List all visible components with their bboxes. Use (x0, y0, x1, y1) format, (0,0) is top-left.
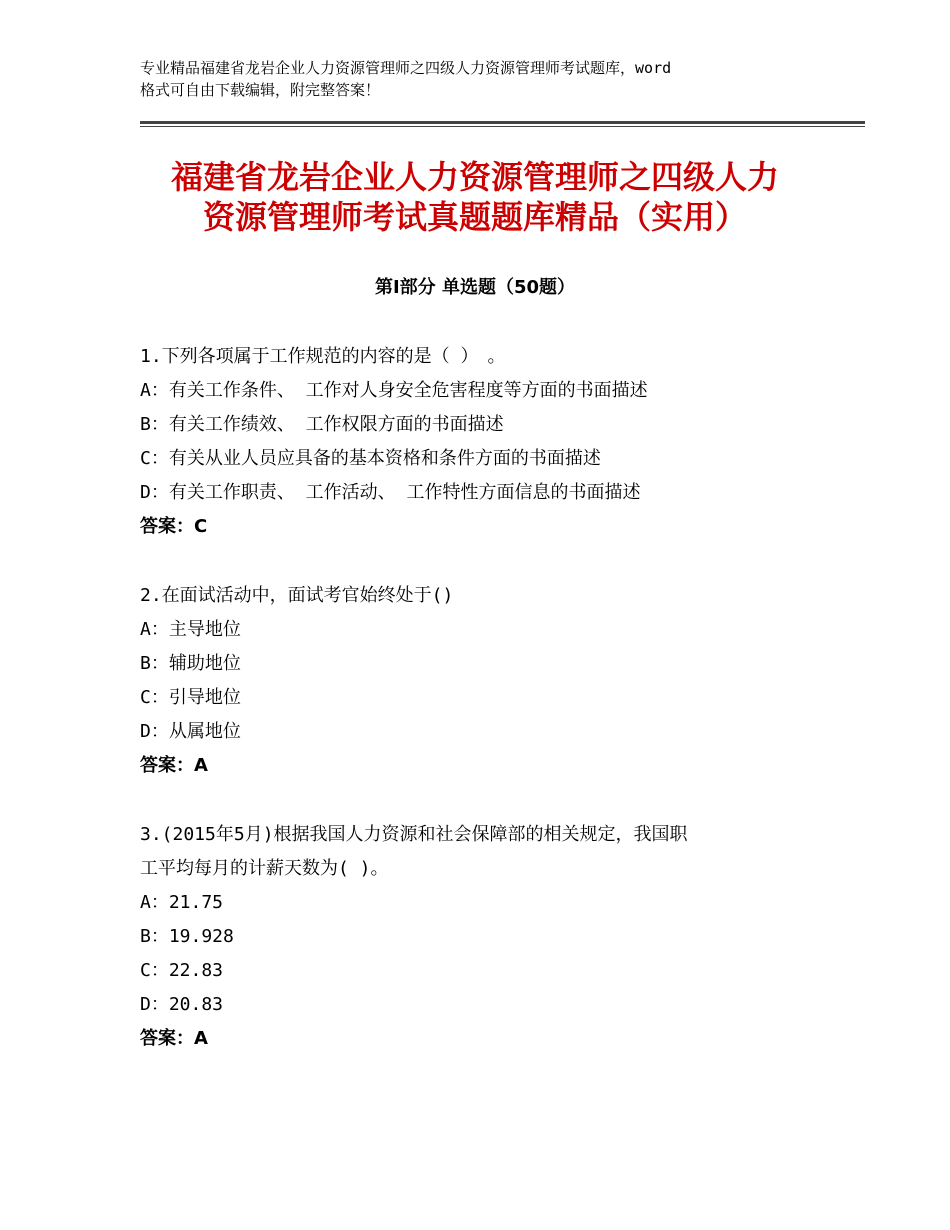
option-a: A：21.75 (140, 892, 224, 913)
option-d: D：从属地位 (140, 721, 241, 742)
question-stem-line-1: 3.(2015年5月)根据我国人力资源和社会保障部的相关规定，我国职 (140, 824, 688, 845)
header-divider-thin (140, 126, 865, 127)
option-b: B：19.928 (140, 926, 234, 947)
option-a: A：主导地位 (140, 619, 241, 640)
option-a: A：有关工作条件、 工作对人身安全危害程度等方面的书面描述 (140, 380, 648, 401)
header-divider-thick (140, 121, 865, 124)
question-1 (140, 340, 810, 544)
question-2 (140, 579, 810, 783)
question-stem: 2.在面试活动中，面试考官始终处于() (140, 585, 454, 606)
answer: 答案：A (140, 1028, 208, 1049)
answer: 答案：A (140, 755, 208, 776)
header-note (140, 57, 810, 101)
answer: 答案：C (140, 516, 208, 537)
option-d: D：有关工作职责、 工作活动、 工作特性方面信息的书面描述 (140, 482, 641, 503)
option-b: B：辅助地位 (140, 653, 241, 674)
question-3 (140, 818, 810, 1056)
option-b: B：有关工作绩效、 工作权限方面的书面描述 (140, 414, 504, 435)
option-c: C：引导地位 (140, 687, 241, 708)
header-note-line-2: 格式可自由下载编辑，附完整答案！ (140, 81, 381, 99)
document-title-line-2: 资源管理师考试真题题库精品（实用） (202, 198, 747, 236)
section-title: 第Ⅰ部分 单选题（50题） (374, 277, 575, 298)
document-title-line-1: 福建省龙岩企业人力资源管理师之四级人力 (170, 158, 779, 196)
header-note-line-1: 专业精品福建省龙岩企业人力资源管理师之四级人力资源管理师考试题库，word (140, 59, 672, 77)
question-stem-line-2: 工平均每月的计薪天数为( )。 (140, 858, 389, 879)
document-title (100, 157, 850, 237)
question-stem: 1.下列各项属于工作规范的内容的是（ ） 。 (140, 346, 506, 367)
option-c: C：有关从业人员应具备的基本资格和条件方面的书面描述 (140, 448, 601, 469)
option-c: C：22.83 (140, 960, 224, 981)
option-d: D：20.83 (140, 994, 224, 1015)
